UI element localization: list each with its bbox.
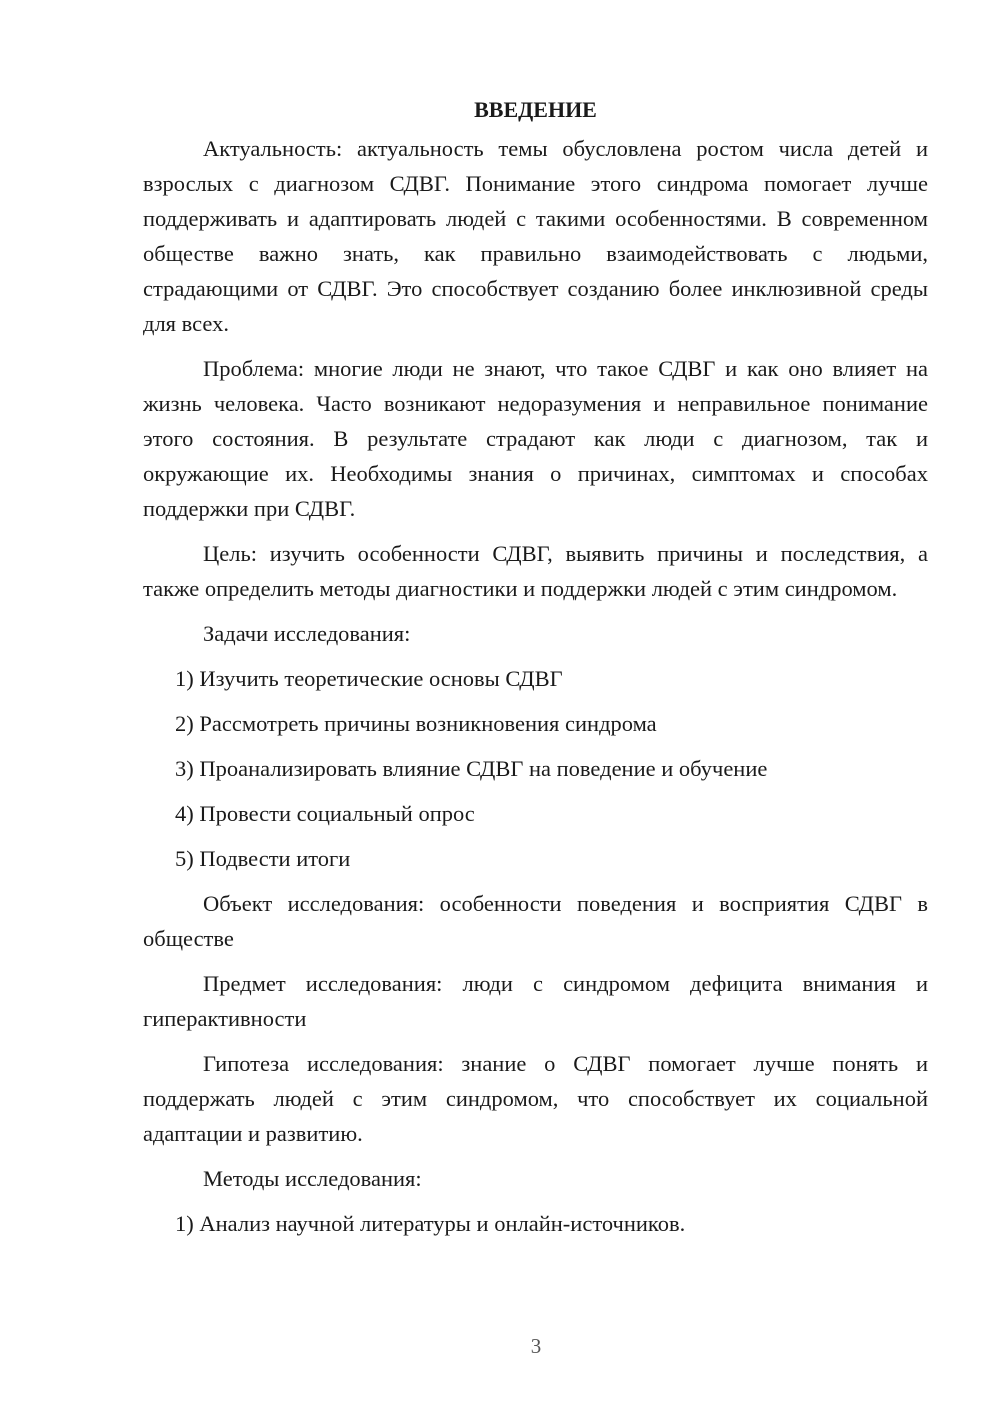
- list-item: 1) Изучить теоретические основы СДВГ: [175, 666, 563, 691]
- list-item: 3) Проанализировать влияние СДВГ на поведение и обучение: [175, 756, 768, 781]
- list-item: 4) Провести социальный опрос: [175, 801, 475, 826]
- paragraph-subject: Предмет исследования: люди с синдромом дефицита внимания и гиперактивности: [143, 971, 928, 1031]
- list-item: 2) Рассмотреть причины возникновения синдрома: [175, 711, 657, 736]
- section-heading: ВВЕДЕНИЕ: [474, 97, 597, 122]
- methods-list: [143, 1206, 928, 1241]
- paragraph-hypothesis: Гипотеза исследования: знание о СДВГ помогает лучше понять и поддержать людей с этим синдромом, что способствует их социальной адаптации и развитию.: [143, 1051, 928, 1146]
- page-number: 3: [530, 1334, 542, 1358]
- document-page: [143, 92, 928, 1251]
- paragraph-relevance: Актуальность: актуальность темы обусловлена ростом числа детей и взрослых с диагнозом СДВГ. Понимание этого синдрома помогает лучше поддерживать и адаптировать людей с такими особенностями. В современном обществе важно знать, как правильно взаимодействовать с людьми, страдающими от СДВГ. Это способствует созданию более инклюзивной среды для всех.: [143, 136, 928, 336]
- tasks-list: [143, 661, 928, 876]
- tasks-label: Задачи исследования:: [203, 621, 411, 646]
- paragraph-problem: Проблема: многие люди не знают, что такое СДВГ и как оно влияет на жизнь человека. Часто возникают недоразумения и неправильное понимание этого состояния. В результате страдают как люди с диагнозом, так и окружающие их. Необходимы знания о причинах, симптомах и способах поддержки при СДВГ.: [143, 356, 928, 521]
- list-item: 5) Подвести итоги: [175, 846, 351, 871]
- paragraph-goal: Цель: изучить особенности СДВГ, выявить причины и последствия, а также определить методы диагностики и поддержки людей с этим синдромом.: [143, 541, 928, 601]
- paragraph-object: Объект исследования: особенности поведения и восприятия СДВГ в обществе: [143, 891, 928, 951]
- list-item: 1) Анализ научной литературы и онлайн-источников.: [175, 1211, 686, 1236]
- methods-label: Методы исследования:: [203, 1166, 422, 1191]
